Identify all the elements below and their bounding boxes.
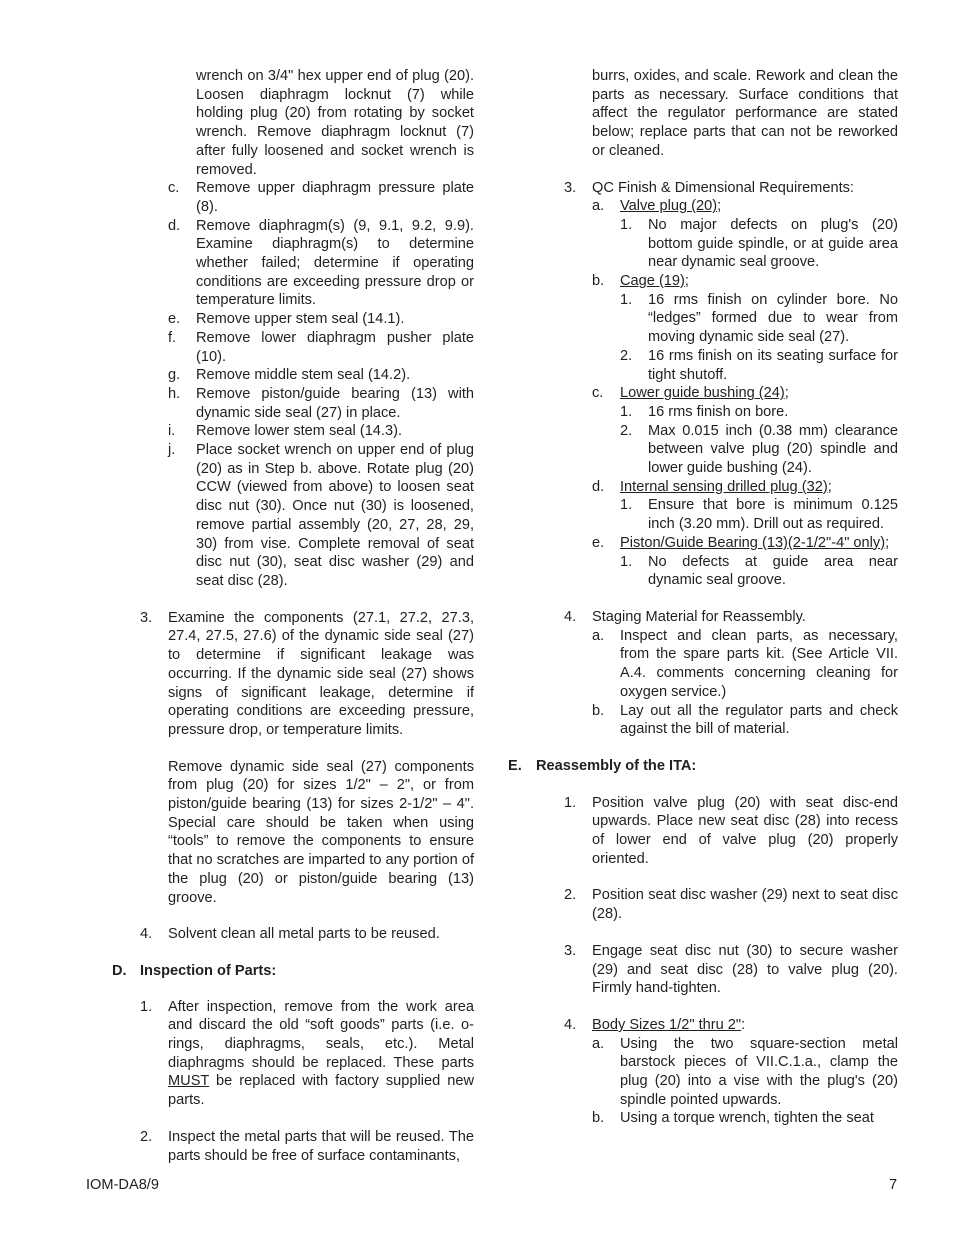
- step-label: b.: [592, 1110, 605, 1127]
- sub-text: Max 0.015 inch (0.38 mm) clearance between valve plug (20) spindle and lower guide bushing (24).: [648, 422, 898, 477]
- item-number: 3.: [564, 179, 577, 196]
- item-e-text: Engage seat disc nut (30) to secure washer (29) and seat disc (28) to valve plug (20). Firmly hand-tighten.: [592, 942, 898, 997]
- qc-sub-item: [620, 496, 898, 533]
- step-text: Inspect and clean parts, as necessary, from the spare parts kit. (See Article VII. A.4. comments concerning cleaning for oxygen service.): [620, 627, 898, 700]
- qc-label: e.: [592, 534, 605, 551]
- sub-text: Ensure that bore is minimum 0.125 inch (3.20 mm). Drill out as required.: [648, 497, 898, 533]
- item-e2: [564, 886, 898, 923]
- step-label: i.: [168, 423, 176, 440]
- item-d1-text: After inspection, remove from the work area and discard the old “soft goods” parts (i.e. o-rings, diaphragms, seals, etc.). Metal diaphragms should be replaced. These parts MUST be replaced with factory supplied new parts.: [168, 998, 474, 1109]
- step-j: [168, 441, 474, 591]
- qc-sub-item: [620, 216, 898, 272]
- item-r4-text: Staging Material for Reassembly.: [592, 608, 806, 625]
- body-step-a: [564, 1035, 898, 1110]
- sub-number: 1.: [620, 291, 633, 308]
- item-d1: [140, 998, 474, 1110]
- section-title: Inspection of Parts:: [140, 962, 277, 979]
- item-number: 3.: [564, 942, 577, 959]
- qc-title: Valve plug (20);: [620, 198, 722, 215]
- step-text: Remove diaphragm(s) (9, 9.1, 9.2, 9.9). Examine diaphragm(s) to determine whether failed; determine if operating conditions are exceeding pressure drop or temperature limits.: [196, 217, 474, 309]
- body-step-b: [564, 1109, 898, 1128]
- item-number: 1.: [564, 794, 577, 811]
- item-number: 2.: [564, 887, 577, 904]
- page-number: 7: [889, 1177, 898, 1193]
- step-g: [168, 366, 474, 385]
- item-number: 4.: [140, 926, 153, 943]
- item-r3: [564, 179, 898, 198]
- qc-title: Cage (19);: [620, 273, 689, 290]
- qc-title: Piston/Guide Bearing (13)(2-1/2"-4" only);: [620, 534, 890, 551]
- item-4: [140, 925, 474, 944]
- qc-requirements: [564, 197, 898, 590]
- step-text: Remove upper diaphragm pressure plate (8).: [196, 180, 474, 215]
- step-text: Remove lower stem seal (14.3).: [196, 423, 403, 440]
- step-label: e.: [168, 311, 181, 328]
- left-column: [112, 67, 474, 1165]
- item-r4: [564, 608, 898, 627]
- item-d2-text: Inspect the metal parts that will be reused. The parts should be free of surface contaminants,: [168, 1128, 474, 1164]
- sub-number: 2.: [620, 347, 633, 364]
- item-3-paragraph-2: Remove dynamic side seal (27) components from plug (20) for sizes 1/2" – 2", or from piston/guide bearing (13) for sizes 2-1/2" – 4". Special care should be taken when using “tools” to remove the components to ensure that no scratches are imparted to any portion of the plug (20) or piston/guide bearing (13) groove.: [168, 758, 474, 906]
- qc-cage: [564, 272, 898, 384]
- qc-sensing-plug: [564, 478, 898, 534]
- sub-text: 16 rms finish on its seating surface for tight shutoff.: [648, 347, 898, 383]
- item-3-paragraph-1: Examine the components (27.1, 27.2, 27.3, 27.4, 27.5, 27.6) of the dynamic side seal (27) to determine if significant leakage was occurring. If the dynamic side seal (27) shows signs of significant leakage, determine if operating conditions are exceeding pressure, pressure drop, or temperature limits.: [168, 609, 474, 738]
- qc-sub-item: [620, 422, 898, 478]
- disassembly-steps: [168, 179, 474, 590]
- step-text: Remove lower diaphragm pusher plate (10).: [196, 329, 474, 365]
- step-label: g.: [168, 367, 181, 384]
- sub-number: 1.: [620, 216, 633, 233]
- sub-text: 16 rms finish on cylinder bore. No “ledges” formed due to wear from moving dynamic side seal (27).: [648, 291, 898, 346]
- qc-sub-item: [620, 291, 898, 347]
- item-number: 4.: [564, 1016, 577, 1033]
- item-e3: [564, 942, 898, 998]
- item-e4: [564, 1016, 898, 1035]
- step-text: Using the two square-section metal barstock pieces of VII.C.1.a., clamp the plug (20) into a vise with the plug's (20) spindle pointed upwards.: [620, 1035, 898, 1108]
- step-label: c.: [168, 180, 180, 197]
- section-e-heading: [508, 757, 898, 776]
- item-e-text: Position seat disc washer (29) next to seat disc (28).: [592, 887, 898, 923]
- section-title: Reassembly of the ITA:: [536, 757, 697, 774]
- qc-valve-plug: [564, 197, 898, 272]
- item-number: 4.: [564, 608, 577, 625]
- sub-number: 1.: [620, 403, 633, 420]
- sub-number: 1.: [620, 497, 633, 514]
- step-text: Remove piston/guide bearing (13) with dynamic side seal (27) in place.: [196, 385, 474, 421]
- qc-label: a.: [592, 198, 605, 215]
- qc-label: d.: [592, 478, 605, 495]
- item-4-text: Solvent clean all metal parts to be reused.: [168, 926, 440, 943]
- sub-number: 2.: [620, 422, 633, 439]
- qc-label: c.: [592, 385, 604, 402]
- sub-text: No defects at guide area near dynamic seal groove.: [648, 553, 898, 589]
- step-text: Remove middle stem seal (14.2).: [196, 367, 411, 384]
- step-f: [168, 329, 474, 366]
- step-b-continuation: wrench on 3/4" hex upper end of plug (20). Loosen diaphragm locknut (7) while holding plug (20) from rotating by socket wrench. Remove diaphragm locknut (7) after fully loosened and socket wrench is removed.: [196, 68, 474, 178]
- step-label: b.: [592, 702, 605, 719]
- item-d2: [140, 1128, 474, 1165]
- step-h: [168, 385, 474, 422]
- sub-text: No major defects on plug's (20) bottom guide spindle, or at guide area near dynamic seal groove.: [648, 216, 898, 271]
- step-i: [168, 422, 474, 441]
- qc-sub-item: [620, 403, 898, 422]
- item-number: 3.: [140, 609, 153, 626]
- sub-number: 1.: [620, 553, 633, 570]
- step-c: [168, 179, 474, 216]
- qc-piston-guide-bearing: [564, 534, 898, 590]
- qc-title: Lower guide bushing (24);: [620, 385, 789, 402]
- sub-text: 16 rms finish on bore.: [648, 403, 789, 420]
- qc-title: Internal sensing drilled plug (32);: [620, 478, 832, 495]
- qc-label: b.: [592, 273, 605, 290]
- step-text: Place socket wrench on upper end of plug (20) as in Step b. above. Rotate plug (20) CCW (viewed from above) to loosen seat disc nut (30). Once nut (30) is loosened, remove partial assembly (20, 27, 28, 29, 30) from vise. Complete removal of seat disc nut (30), seat disc washer (29) and seat disc (28).: [196, 442, 474, 589]
- item-number: 1.: [140, 998, 153, 1015]
- qc-sub-item: [620, 347, 898, 384]
- item-number: 2.: [140, 1128, 153, 1145]
- step-label: j.: [168, 442, 176, 459]
- step-d: [168, 217, 474, 311]
- item-e4-title: Body Sizes 1/2" thru 2":: [592, 1016, 746, 1033]
- section-d-heading: [112, 962, 474, 981]
- section-label: E.: [508, 757, 522, 774]
- step-label: h.: [168, 385, 181, 402]
- step-text: Remove upper stem seal (14.1).: [196, 311, 405, 328]
- right-column: [508, 67, 898, 1128]
- document-id: IOM-DA8/9: [86, 1177, 159, 1193]
- qc-sub-item: [620, 553, 898, 590]
- step-label: a.: [592, 627, 605, 644]
- item-d2-continuation: burrs, oxides, and scale. Rework and clean the parts as necessary. Surface conditions that affect the regulator performance are stated below; replace parts that can not be reworked or cleaned.: [592, 68, 898, 159]
- step-text: Lay out all the regulator parts and check against the bill of material.: [620, 702, 898, 738]
- step-label: a.: [592, 1035, 605, 1052]
- staging-b: [564, 702, 898, 739]
- step-text: Using a torque wrench, tighten the seat: [620, 1110, 874, 1127]
- step-label: f.: [168, 329, 177, 346]
- step-e: [168, 310, 474, 329]
- item-r3-text: QC Finish & Dimensional Requirements:: [592, 179, 854, 196]
- staging-a: [564, 627, 898, 702]
- item-3: [140, 609, 474, 908]
- item-e1: [564, 794, 898, 869]
- step-label: d.: [168, 217, 181, 234]
- qc-lower-guide-bushing: [564, 384, 898, 478]
- item-e-text: Position valve plug (20) with seat disc-end upwards. Place new seat disc (28) into recess of lower end of valve plug (20) properly oriented.: [592, 794, 898, 867]
- section-label: D.: [112, 962, 127, 979]
